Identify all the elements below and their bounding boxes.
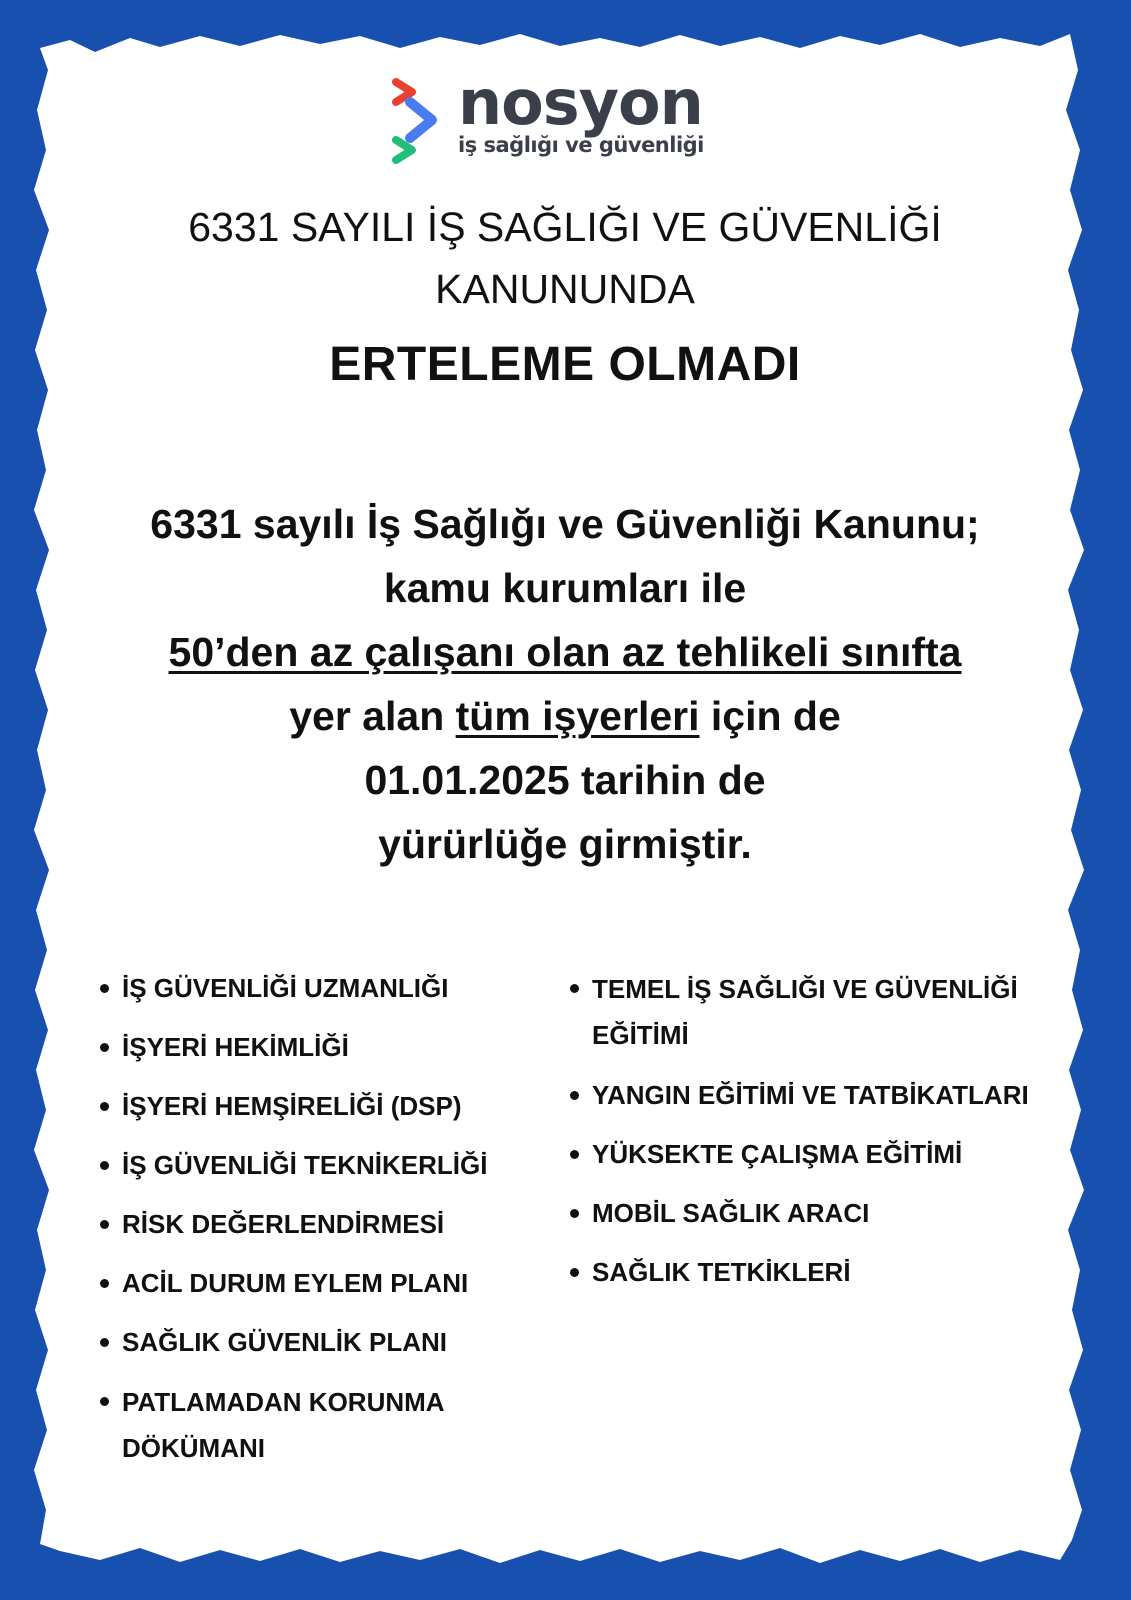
list-item: MOBİL SAĞLIK ARACI: [568, 1191, 1088, 1235]
services-list-left: [98, 966, 538, 1486]
statement-line-4-post: için de: [699, 693, 841, 739]
list-item: PATLAMADAN KORUNMA DÖKÜMANI: [98, 1379, 502, 1471]
nosyon-logo: [392, 66, 737, 173]
statement-line-3-underlined: 50’den az çalışanı olan az tehlikeli sınıfta: [168, 629, 962, 675]
list-item: YÜKSEKTE ÇALIŞMA EĞİTİMİ: [568, 1132, 1088, 1176]
statement-block: [70, 492, 1060, 876]
list-item: İŞ GÜVENLİĞİ UZMANLIĞI: [98, 966, 538, 1010]
statement-line-4-pre: yer alan: [289, 693, 456, 739]
list-item: ACİL DURUM EYLEM PLANI: [98, 1261, 538, 1305]
statement-line-5: 01.01.2025 tarihin de: [364, 757, 766, 803]
logo-tagline: iş sağlığı ve güvenliği: [458, 133, 704, 157]
list-item: TEMEL İŞ SAĞLIĞI VE GÜVENLİĞİ EĞİTİMİ: [568, 966, 1052, 1058]
services-list-right: [568, 966, 1088, 1309]
statement-line-6: yürürlüğe girmiştir.: [378, 821, 752, 867]
list-item: YANGIN EĞİTİMİ VE TATBİKATLARI: [568, 1073, 1088, 1117]
list-item: RİSK DEĞERLENDİRMESİ: [98, 1202, 538, 1246]
list-item: İŞYERİ HEKİMLİĞİ: [98, 1025, 538, 1069]
nosyon-chevrons-icon: [392, 78, 462, 173]
statement-line-2: kamu kurumları ile: [383, 565, 747, 611]
headline-line-1: 6331 SAYILI İŞ SAĞLIĞI VE GÜVENLİĞİ: [188, 204, 942, 250]
list-item: İŞYERİ HEMŞİRELİĞİ (DSP): [98, 1084, 538, 1128]
statement-line-4-underlined: tüm işyerleri: [455, 693, 700, 739]
statement-line-4: [70, 684, 1060, 748]
list-item: SAĞLIK TETKİKLERİ: [568, 1250, 1088, 1294]
headline-emphasis: ERTELEME OLMADI: [329, 338, 801, 391]
headline-line-2: KANUNUNDA: [435, 266, 695, 312]
list-item: İŞ GÜVENLİĞİ TEKNİKERLİĞİ: [98, 1143, 538, 1187]
logo-wordmark: nosyon: [458, 66, 703, 139]
statement-line-1: 6331 sayılı İş Sağlığı ve Güvenliği Kanunu;: [150, 501, 980, 547]
list-item: SAĞLIK GÜVENLİK PLANI: [98, 1320, 538, 1364]
